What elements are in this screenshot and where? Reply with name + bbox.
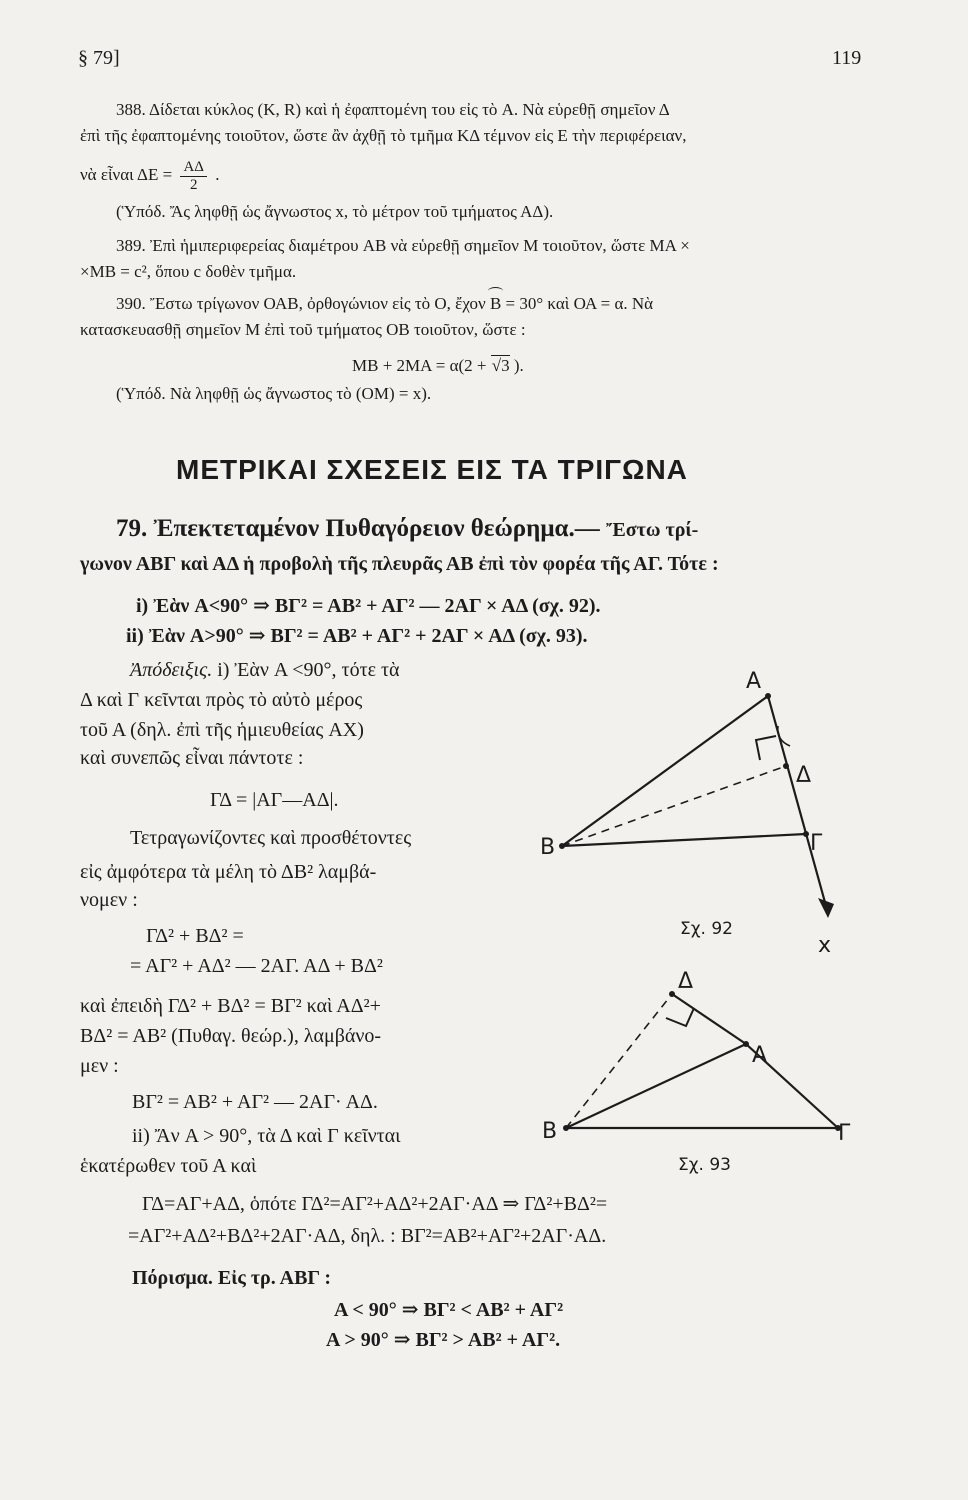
proof-eq-1: ΓΔ = |ΑΓ—ΑΔ|. [210, 789, 339, 811]
proof-line-13: ΓΔ=ΑΓ+ΑΔ, ὁπότε ΓΔ²=ΑΓ²+ΑΔ²+2ΑΓ·ΑΔ ⇒ ΓΔ²+ΒΔ²= [142, 1193, 608, 1215]
theorem-intro-b: γωνον ΑΒΓ καὶ ΑΔ ἡ προβολὴ τῆς πλευρᾶς ΑΒ ἐπὶ τὸν φορέα τῆς ΑΓ. Τότε : [80, 553, 719, 575]
figure-93 [540, 970, 860, 1180]
fraction [180, 159, 206, 194]
problem-390-formula [352, 354, 524, 378]
page-number: 119 [832, 47, 862, 69]
corollary-title: Πόρισμα. Εἰς τρ. ΑΒΓ : [132, 1267, 332, 1289]
proof-eq-2: ΓΔ² + ΒΔ² = [146, 925, 244, 947]
proof-line-9: ΒΔ² = ΑΒ² (Πυθαγ. θεώρ.), λαμβάνο- [80, 1025, 382, 1047]
label-a: A [752, 1043, 768, 1068]
proof-label: Ἀπόδειξις. [130, 659, 213, 681]
corollary-case-2: A > 90° ⇒ ΒΓ² > ΑΒ² + ΑΓ². [326, 1329, 561, 1351]
chapter-title: ΜΕΤΡΙΚΑΙ ΣΧΕΣΕΙΣ ΕΙΣ ΤΑ ΤΡΙΓΩΝΑ [176, 454, 688, 485]
proof-line-6: εἰς ἀμφότερα τὰ μέλη τὸ ΔΒ² λαμβά- [80, 861, 377, 883]
theorem-case-2: ii) Ἐὰν A>90° ⇒ ΒΓ² = ΑΒ² + ΑΓ² + 2ΑΓ × ΑΔ (σχ. 93). [126, 625, 588, 647]
point-a [765, 693, 771, 699]
point-g [803, 831, 809, 837]
fraction-denominator: 2 [189, 176, 198, 193]
figure-92 [540, 660, 860, 960]
problem-390-line2: κατασκευασθῇ σημεῖον Μ ἐπὶ τοῦ τμήματος ΟΒ τοιοῦτον, ὥστε : [80, 320, 526, 339]
arrow-head-icon [818, 898, 834, 918]
label-b: B [542, 1119, 558, 1144]
problem-390-formula-a: MB + 2MA = α(2 + [352, 356, 487, 375]
problem-389-line2: ×MB = c², ὅπου c δοθὲν τμῆμα. [80, 262, 297, 281]
theorem-intro-a: Ἔστω τρί- [605, 519, 699, 541]
right-angle-mark [756, 736, 776, 760]
theorem-title-line [116, 512, 698, 547]
side-bg [562, 834, 806, 846]
label-x: x [818, 933, 832, 958]
proof-line-8: καὶ ἐπειδὴ ΓΔ² + ΒΔ² = ΒΓ² καὶ ΑΔ²+ [80, 995, 381, 1017]
proof-eq-4: ΒΓ² = ΑΒ² + ΑΓ² — 2ΑΓ· ΑΔ. [132, 1091, 378, 1113]
altitude-bd [562, 766, 786, 846]
point-b [563, 1125, 569, 1131]
point-a [743, 1041, 749, 1047]
problem-388-line3-prefix: νὰ εἶναι ΔΕ = [80, 165, 173, 184]
problem-388-line2: ἐπὶ τῆς ἐφαπτομένης τοιοῦτον, ὥστε ἂν ἀχθῇ τὸ τμῆμα ΚΔ τέμνον εἰς Ε τὴν περιφέρειαν, [80, 126, 687, 145]
point-d [669, 991, 675, 997]
proof-line-3: τοῦ Α (δηλ. ἐπὶ τῆς ἡμιευθείας AX) [80, 719, 364, 741]
figure-93-caption: Σχ. 93 [678, 1155, 732, 1175]
proof-line-11: ii) Ἄν A > 90°, τὰ Δ καὶ Γ κεῖνται [132, 1125, 401, 1147]
angle-arc [778, 726, 790, 746]
altitude-bd [566, 994, 672, 1128]
point-b [559, 843, 565, 849]
proof-line-4: καὶ συνεπῶς εἶναι πάντοτε : [80, 747, 304, 769]
label-d: Δ [678, 970, 694, 994]
problem-389-line1: 389. Ἐπὶ ἡμιπεριφερείας διαμέτρου AB νὰ εὑρεθῇ σημεῖον Μ τοιοῦτον, ὥστε MA × [116, 236, 690, 255]
problem-390-line1-a: 390. Ἔστω τρίγωνον ΟΑΒ, ὀρθογώνιον εἰς τὸ Ο, ἔχον [116, 294, 486, 313]
figure-92-caption: Σχ. 92 [680, 919, 734, 939]
problem-390-line1-c: = 30° καὶ ΟΑ = α. Νὰ [505, 294, 654, 313]
ray-ax [768, 696, 826, 906]
problem-390-line1 [116, 292, 653, 316]
theorem-case-1: i) Ἐὰν A<90° ⇒ ΒΓ² = ΑΒ² + ΑΓ² — 2ΑΓ × ΑΔ (σχ. 92). [136, 595, 601, 617]
label-a: A [746, 669, 762, 694]
problem-390-hint: (Ὑπόδ. Νὰ ληφθῇ ὡς ἄγνωστος τὸ (ΟΜ) = x). [116, 384, 432, 403]
problem-388-hint: (Ὑπόδ. Ἄς ληφθῇ ὡς ἄγνωστος x, τὸ μέτρον τοῦ τμήματος ΑΔ). [116, 202, 554, 221]
extension-ad [672, 994, 746, 1044]
proof-line-2: Δ καὶ Γ κεῖνται πρὸς τὸ αὐτὸ μέρος [80, 689, 363, 711]
label-g: Γ [810, 831, 823, 856]
point-d [783, 763, 789, 769]
proof-line-1 [130, 656, 400, 684]
label-d: Δ [796, 763, 812, 788]
proof-line-14: =ΑΓ²+ΑΔ²+ΒΔ²+2ΑΓ·ΑΔ, δηλ. : ΒΓ²=ΑΒ²+ΑΓ²+2ΑΓ·ΑΔ. [128, 1225, 607, 1247]
label-g: Γ [838, 1121, 851, 1146]
proof-line-10: μεν : [80, 1055, 119, 1077]
problem-388-line3 [80, 152, 219, 198]
side-ab [562, 696, 768, 846]
proof-eq-3: = ΑΓ² + ΑΔ² — 2ΑΓ. ΑΔ + ΒΔ² [130, 955, 383, 977]
proof-line-5: Τετραγωνίζοντες καὶ προσθέτοντες [130, 827, 412, 849]
proof-line-7: νομεν : [80, 889, 138, 911]
problem-390-formula-c: ). [513, 356, 524, 375]
section-marker: § 79] [78, 47, 120, 69]
problem-388-line1: 388. Δίδεται κύκλος (K, R) καὶ ἡ ἐφαπτομένη του εἰς τὸ A. Νὰ εὑρεθῇ σημεῖον Δ [116, 100, 670, 119]
side-ab [566, 1044, 746, 1128]
proof-line-12: ἑκατέρωθεν τοῦ Α καὶ [80, 1155, 257, 1177]
theorem-title: 79. Ἐπεκτεταμένον Πυθαγόρειον θεώρημα.— [116, 515, 600, 542]
fraction-numerator: ΑΔ [180, 159, 206, 177]
label-b: B [540, 835, 556, 860]
problem-388-line3-suffix: . [215, 165, 220, 184]
proof-l1: i) Ἐὰν A <90°, τότε τὰ [217, 659, 400, 681]
corollary-case-1: A < 90° ⇒ ΒΓ² < ΑΒ² + ΑΓ² [334, 1299, 564, 1321]
sqrt-three: √3 [491, 356, 510, 375]
angle-b: B [489, 294, 502, 313]
right-angle-mark [666, 1008, 694, 1026]
